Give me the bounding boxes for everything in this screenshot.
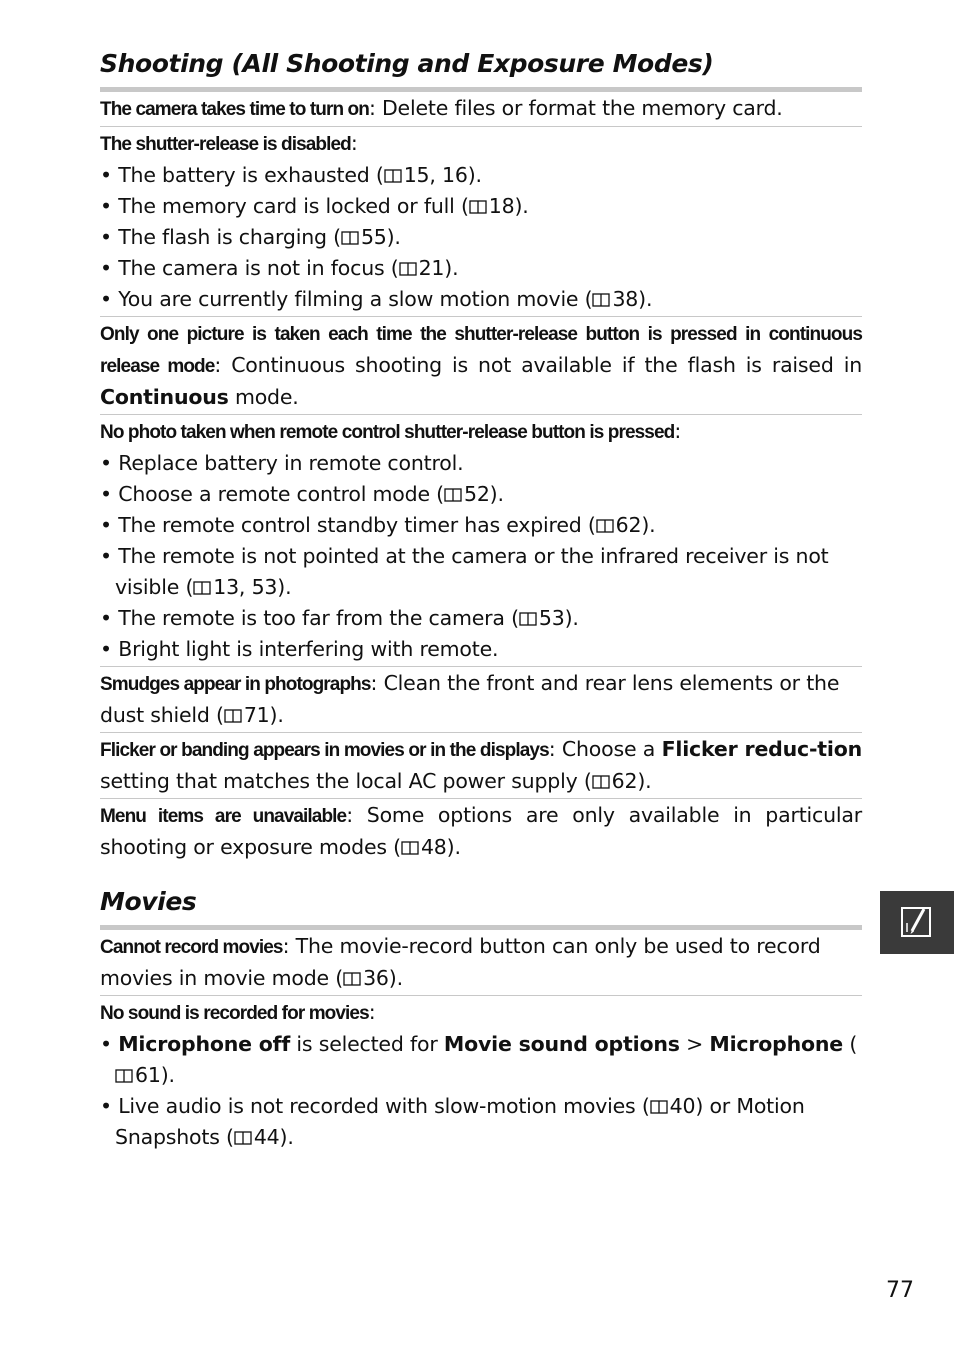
book-ref-icon <box>519 612 537 626</box>
entry-menu-unavailable <box>100 799 862 864</box>
entry-text: : Delete files or format the memory card. <box>368 96 783 120</box>
menu-term: Microphone off <box>118 1032 291 1056</box>
entry-text: : The movie-record button can only be used to record movies in movie mode ( <box>100 934 821 990</box>
book-ref-icon <box>384 169 402 183</box>
list-item: • The camera is not in focus ( 21). <box>100 256 459 280</box>
entry-text: : Some options are only available in particular shooting or exposure modes ( <box>100 803 862 859</box>
book-ref-icon <box>592 775 610 789</box>
entry-turn-on <box>100 92 862 127</box>
list-item: • The memory card is locked or full ( 18). <box>100 194 529 218</box>
menu-term: Continuous <box>100 385 229 409</box>
entry-heading: The shutter-release is disabled <box>100 134 351 155</box>
page-content <box>100 46 862 1154</box>
entry-text: : Continuous shooting is not available if the flash is raised in <box>214 353 862 377</box>
section-title-shooting: Shooting (All Shooting and Exposure Modes) <box>100 49 714 78</box>
page-ref: 48 <box>420 835 447 859</box>
entry-text: : Clean the front and rear lens elements or the dust shield ( <box>100 671 840 727</box>
book-ref-icon <box>115 1069 133 1083</box>
entry-heading: The camera takes time to turn on <box>100 99 369 120</box>
chapter-tab[interactable] <box>880 891 954 954</box>
page-ref: 62 <box>611 769 638 793</box>
entry-remote <box>100 415 862 667</box>
bullet-list <box>100 1029 862 1153</box>
book-ref-icon <box>224 709 242 723</box>
entry-colon: : <box>368 1000 376 1024</box>
list-item: • Choose a remote control mode ( 52). <box>100 482 504 506</box>
entry-colon: : <box>350 131 358 155</box>
entry-heading: Flicker or banding appears in movies or in the displays <box>100 740 549 761</box>
entry-heading: Menu items are unavailable <box>100 806 347 827</box>
book-ref-icon <box>193 581 211 595</box>
book-ref-icon <box>343 972 361 986</box>
book-ref-icon <box>401 841 419 855</box>
book-ref-icon <box>234 1131 252 1145</box>
list-item: • Microphone off is selected for Movie sound options > Microphone (61). <box>100 1032 858 1087</box>
book-ref-icon <box>399 262 417 276</box>
book-ref-icon <box>341 231 359 245</box>
entry-no-sound <box>100 996 862 1154</box>
entry-text: setting that matches the local AC power supply ( <box>100 769 592 793</box>
book-ref-icon <box>592 293 610 307</box>
entry-continuous <box>100 317 862 415</box>
entry-colon: : <box>674 419 682 443</box>
entry-heading: Cannot record movies <box>100 937 283 958</box>
book-ref-icon <box>444 488 462 502</box>
page-number: 77 <box>886 1278 914 1303</box>
list-item: • Live audio is not recorded with slow-motion movies ( 40) or Motion Snapshots ( 44). <box>100 1094 805 1149</box>
book-ref-icon <box>469 200 487 214</box>
book-ref-icon <box>596 519 614 533</box>
menu-term: Microphone <box>709 1032 843 1056</box>
note-pencil-icon <box>900 905 934 939</box>
section-title-movies: Movies <box>100 887 197 916</box>
bullet-list <box>100 448 862 665</box>
page-ref: 36 <box>363 966 389 990</box>
list-item: • Bright light is interfering with remote. <box>100 637 499 661</box>
entry-text: mode. <box>228 385 299 409</box>
menu-term: Movie sound options <box>443 1032 680 1056</box>
entry-text: ). <box>269 703 284 727</box>
list-item: • You are currently filming a slow motion movie ( 38). <box>100 287 653 311</box>
entry-heading: No photo taken when remote control shutter-release button is pressed <box>100 422 675 443</box>
entry-heading: No sound is recorded for movies <box>100 1003 369 1024</box>
list-item: • The flash is charging ( 55). <box>100 225 401 249</box>
entry-text: : Choose a <box>548 737 662 761</box>
list-item: • The remote control standby timer has expired ( 62). <box>100 513 656 537</box>
bullet-list <box>100 160 862 315</box>
list-item: • Replace battery in remote control. <box>100 451 464 475</box>
page-ref: 71 <box>243 703 270 727</box>
entry-text: ). <box>637 769 652 793</box>
entry-smudges <box>100 667 862 733</box>
entry-shutter-disabled <box>100 127 862 317</box>
entry-heading: Only one picture is taken each time the shutter-release button is pressed in continuous release mode <box>100 324 862 377</box>
entry-flicker <box>100 733 862 799</box>
entry-text: ). <box>446 835 461 859</box>
book-ref-icon <box>650 1100 668 1114</box>
list-item: • The remote is too far from the camera ( 53). <box>100 606 579 630</box>
entry-text: ). <box>388 966 403 990</box>
list-item: • The battery is exhausted ( 15, 16). <box>100 163 482 187</box>
entry-cannot-record <box>100 930 862 996</box>
list-item: • The remote is not pointed at the camera or the infrared receiver is not visible ( 13, 53). <box>100 544 829 599</box>
entry-heading: Smudges appear in photographs <box>100 674 371 695</box>
menu-term: Flicker reduc-tion <box>661 737 862 761</box>
